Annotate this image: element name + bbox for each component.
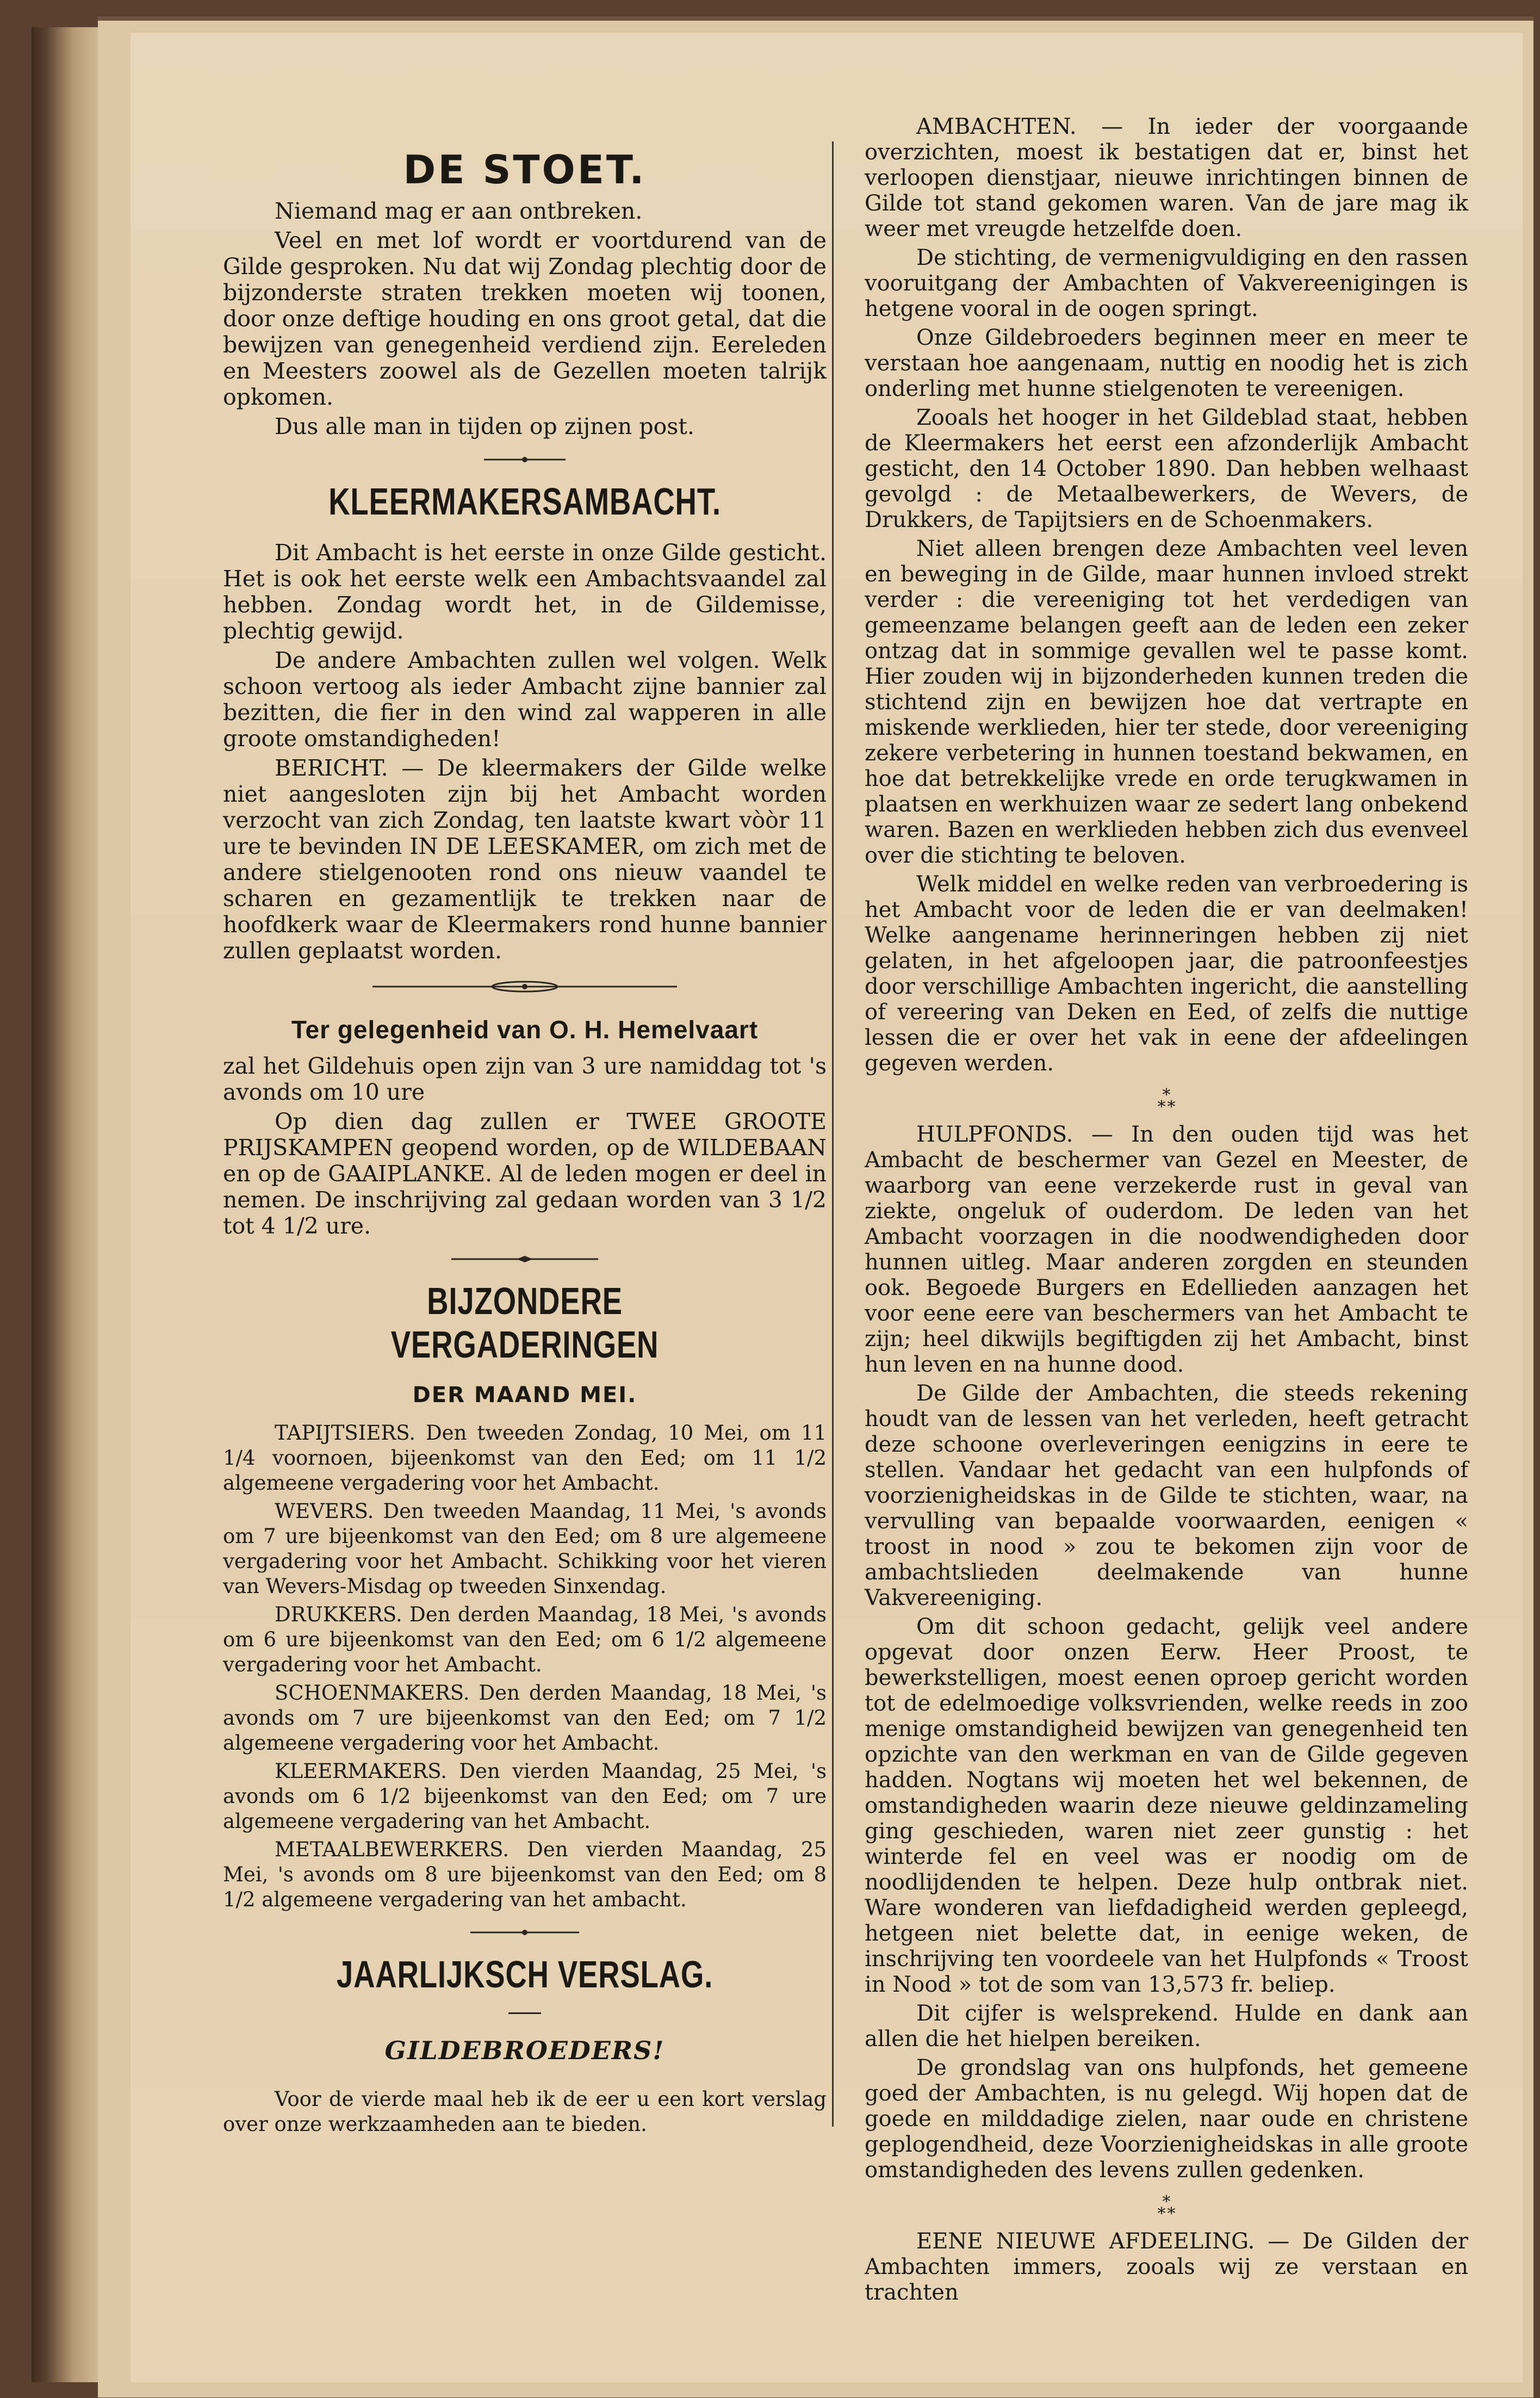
ornament-divider (470, 1929, 579, 1936)
ambachten-para: Welk middel en welke reden van verbroedering is het Ambacht voor de leden die er van deelmaken! Welke aangename herinneringen hebben zij niet gelaten, in het afgeloopen jaar, die patroonfeestjes door verschillige Ambachten ingericht, die aanstelling of vereering van Deken en Eed, of zelfs die nuttige lessen die er over het vak in eene der afdeelingen gegeven werden. (865, 872, 1468, 1076)
right-column (865, 114, 1468, 2309)
hulpfonds-para: Dit cijfer is welsprekend. Hulde en dank aan allen die het hielpen bereiken. (865, 2001, 1468, 2052)
hulpfonds-para: De grondslag van ons hulpfonds, het gemeene goed der Ambachten, is nu gelegd. Wij hopen dat de goede en milddadige zielen, naar oude en christene geplogendheid, deze Voorzienigheidskas in alle groote omstandigheden des levens zullen gedenken. (865, 2055, 1468, 2183)
hulpfonds-para: De Gilde der Ambachten, die steeds rekening houdt van de lessen van het verleden, heeft getracht deze schoone overleveringen eenigzins in eere te stellen. Vandaar het gedacht van een hulpfonds of voorzienigheidskas in de Gilde te stichten, waar, na vervulling van bepaalde voorwaarden, eenigen « troost in nood » zou te bekomen zijn voor de ambachtslieden deelmakende van hunne Vakvereeniging. (865, 1381, 1468, 1610)
meeting-entry: TAPIJTSIERS. Den tweeden Zondag, 10 Mei, om 11 1/4 voornoen, bijeenkomst van den Eed; om 11 1/2 algemeene vergadering voor het Ambacht. (223, 1421, 827, 1495)
stoet-title: DE STOET. (403, 147, 647, 193)
verslag-title: JAARLIJKSCH VERSLAG. (336, 1953, 713, 1996)
column-rule (832, 141, 834, 2127)
left-column (223, 114, 827, 2140)
kleer-para: BERICHT. — De kleermakers der Gilde welke niet aangesloten zijn bij het Ambacht worden verzocht van zich Zondag, ten laatste kwart vòòr 11 ure te bevinden IN DE LEESKAMER, om zich met de andere stielgenooten rond ons nieuw vaandel te scharen en gezamentlijk te trekken naar de hoofdkerk waar de Kleermakers rond hunne bannier zullen geplaatst worden. (223, 755, 827, 964)
short-dash (508, 2012, 541, 2014)
ambachten-para: Zooals het hooger in het Gildeblad staat, hebben de Kleermakers het eerst een afzonderlijk Ambacht gesticht, den 14 October 1890. Dan hebben welhaast gevolgd : de Metaalbewerkers, de Wevers, de Drukkers, de Tapijtsiers en de Schoenmakers. (865, 405, 1468, 532)
asterism (865, 2192, 1468, 2223)
stoet-para: Niemand mag er aan ontbreken. (275, 198, 643, 224)
vergaderingen-subtitle: DER MAAND MEI. (412, 1383, 637, 1408)
asterism-bottom: * * (1157, 1098, 1176, 1117)
ornament-divider (484, 456, 566, 463)
ambachten-para: Niet alleen brengen deze Ambachten veel leven en beweging in de Gilde, maar hunnen invloed strekt verder : die vereeniging tot het verdedigen van gemeenzame belangen geeft aan de leden een zeker ontzag dat in sommige gevallen wel te passe komt. Hier zouden wij in bijzonderheden kunnen treden die stichtend zijn en bewijzen hoe dat vertrapte en miskende werklieden, hier ter stede, door vereeniging zekere verbetering in hunnen toestand bekwamen, en hoe dat betrekkelijke vrede en orde terugkwamen in plaatsen en werkhuizen waar ze sedert lang onbekend waren. Bazen en werklieden hebben zich dus evenveel over die stichting te beloven. (865, 536, 1468, 868)
vergaderingen-title: BIJZONDERE VERGADERINGEN (390, 1280, 659, 1366)
vergaderingen-list (223, 1421, 827, 1912)
asterism-top: * (1162, 2192, 1171, 2211)
kleer-para: De andere Ambachten zullen wel volgen. Welk schoon vertoog als ieder Ambacht zijne bannier zal bezitten, die fier in den wind zal wapperen in alle groote omstandigheden! (223, 647, 827, 752)
stoet-para: Dus alle man in tijden op zijnen post. (275, 413, 694, 439)
ambachten-para: De stichting, de vermenigvuldiging en den rassen vooruitgang der Ambachten of Vakvereenigingen is hetgene vooral in de oogen springt. (865, 245, 1468, 321)
ambachten-para: AMBACHTEN. — In ieder der voorgaande overzichten, moest ik bestatigen dat er, binst het verloopen dienstjaar, nieuwe inrichtingen binnen de Gilde tot stand gekomen waren. Van de jare mag ik weer met vreugde hetzelfde doen. (865, 114, 1468, 241)
verslag-body (223, 2087, 827, 2137)
verslag-para: Voor de vierde maal heb ik de eer u een kort verslag over onze werkzaamheden aan te bieden. (223, 2087, 827, 2136)
kleer-title: KLEERMAKERSAMBACHT. (328, 480, 721, 523)
hulpfonds-para: Om dit schoon gedacht, gelijk veel andere opgevat door onzen Eerw. Heer Proost, te bewerkstelligen, moest eenen oproep gericht worden tot de edelmoedige volksvrienden, welke reeds in zoo menige omstandigheid bewijzen van genegenheid ten opzichte van den werkman en van de Gilde gegeven hadden. Nogtans wij moeten het wel bekennen, de omstandigheden waarin deze nieuwe geldinzameling ging geschieden, waren niet zeer gunstig : het winterde fel en veel was er noodig om de noodlijdenden te helpen. Deze hulp ontbrak niet. Ware wonderen van liefdadigheid werden gepleegd, hetgeen niet belette dat, in eenige weken, de inschrijving ten voordeele van het Hulpfonds « Troost in Nood » tot de som van 13,573 fr. beliep. (865, 1614, 1468, 1997)
meeting-entry: DRUKKERS. Den derden Maandag, 18 Mei, 's avonds om 6 ure bijeenkomst van den Eed; om 6 1/2 algemeene vergadering voor het Ambacht. (223, 1603, 827, 1676)
meeting-entry: KLEERMAKERS. Den vierden Maandag, 25 Mei, 's avonds om 6 1/2 bijeenkomst van den Eed; om 7 ure algemeene vergadering van het Ambacht. (223, 1759, 827, 1833)
ornament-divider (451, 1255, 598, 1263)
stoet-para: Veel en met lof wordt er voortdurend van de Gilde gesproken. Nu dat wij Zondag plechtig door de bijzonderste straten trekken moeten wij toonen, door onze deftige houding en ons groot getal, dat die bewijzen van genegenheid verdiend zijn. Eereleden en Meesters zoowel als de Gezellen moeten talrijk opkomen. (223, 227, 827, 410)
asterism-bottom: * * (1157, 2204, 1176, 2223)
book-binding (32, 27, 108, 2382)
meeting-entry: SCHOENMAKERS. Den derden Maandag, 18 Mei, 's avonds om 7 ure bijeenkomst van den Eed; om 7 1/2 algemeene vergadering voor het Ambacht. (223, 1681, 827, 1755)
kleer-para: Dit Ambacht is het eerste in onze Gilde gesticht. Het is ook het eerste welk een Ambachtsvaandel zal hebben. Zondag wordt het, in de Gildemisse, plechtig gewijd. (223, 540, 827, 644)
afdeeling-para: EENE NIEUWE AFDEELING. — De Gilden der Ambachten immers, zooals wij ze verstaan en trachten (865, 2229, 1468, 2305)
hulpfonds-para: HULPFONDS. — In den ouden tijd was het Ambacht de beschermer van Gezel en Meester, de waarborg van eene verzekerde rust in geval van ziekte, ongeluk of ouderdom. De leden van het Ambacht voorzagen in die noodwendigheden door hunnen uitleg. Maar anderen zorgden en steunden ook. Begoede Burgers en Edellieden aanzagen het voor eene eere van beschermers van het Ambacht te zijn; heel dikwijls begiftigden zij het Ambacht, binst hun leven en na hunne dood. (865, 1122, 1468, 1377)
asterism-top: * (1162, 1086, 1171, 1105)
verslag-subtitle: GILDEBROEDERS! (384, 2036, 665, 2065)
hemelvaart-title: Ter gelegenheid van O. H. Hemelvaart (291, 1015, 759, 1044)
hemelvaart-para: zal het Gildehuis open zijn van 3 ure namiddag tot 's avonds om 10 ure (223, 1053, 827, 1105)
ornament-divider (372, 980, 677, 993)
newspaper-page (131, 33, 1523, 2382)
hemelvaart-para: Op dien dag zullen er TWEE GROOTE PRIJSKAMPEN geopend worden, op de WILDEBAAN en op de GAAIPLANKE. Al de leden mogen er deel in nemen. De inschrijving zal gedaan worden van 3 1/2 tot 4 1/2 ure. (223, 1108, 827, 1239)
meeting-entry: METAALBEWERKERS. Den vierden Maandag, 25 Mei, 's avonds om 8 ure bijeenkomst van den Eed; om 8 1/2 algemeene vergadering van het ambacht. (223, 1838, 827, 1911)
asterism (865, 1086, 1468, 1117)
ambachten-para: Onze Gildebroeders beginnen meer en meer te verstaan hoe aangenaam, nuttig en noodig het is zich onderling met hunne stielgenoten te vereenigen. (865, 325, 1468, 401)
meeting-entry: WEVERS. Den tweeden Maandag, 11 Mei, 's avonds om 7 ure bijeenkomst van den Eed; om 8 ure algemeene vergadering voor het Ambacht. Schikking voor het vieren van Wevers-Misdag op tweeden Sinxendag. (223, 1499, 827, 1598)
